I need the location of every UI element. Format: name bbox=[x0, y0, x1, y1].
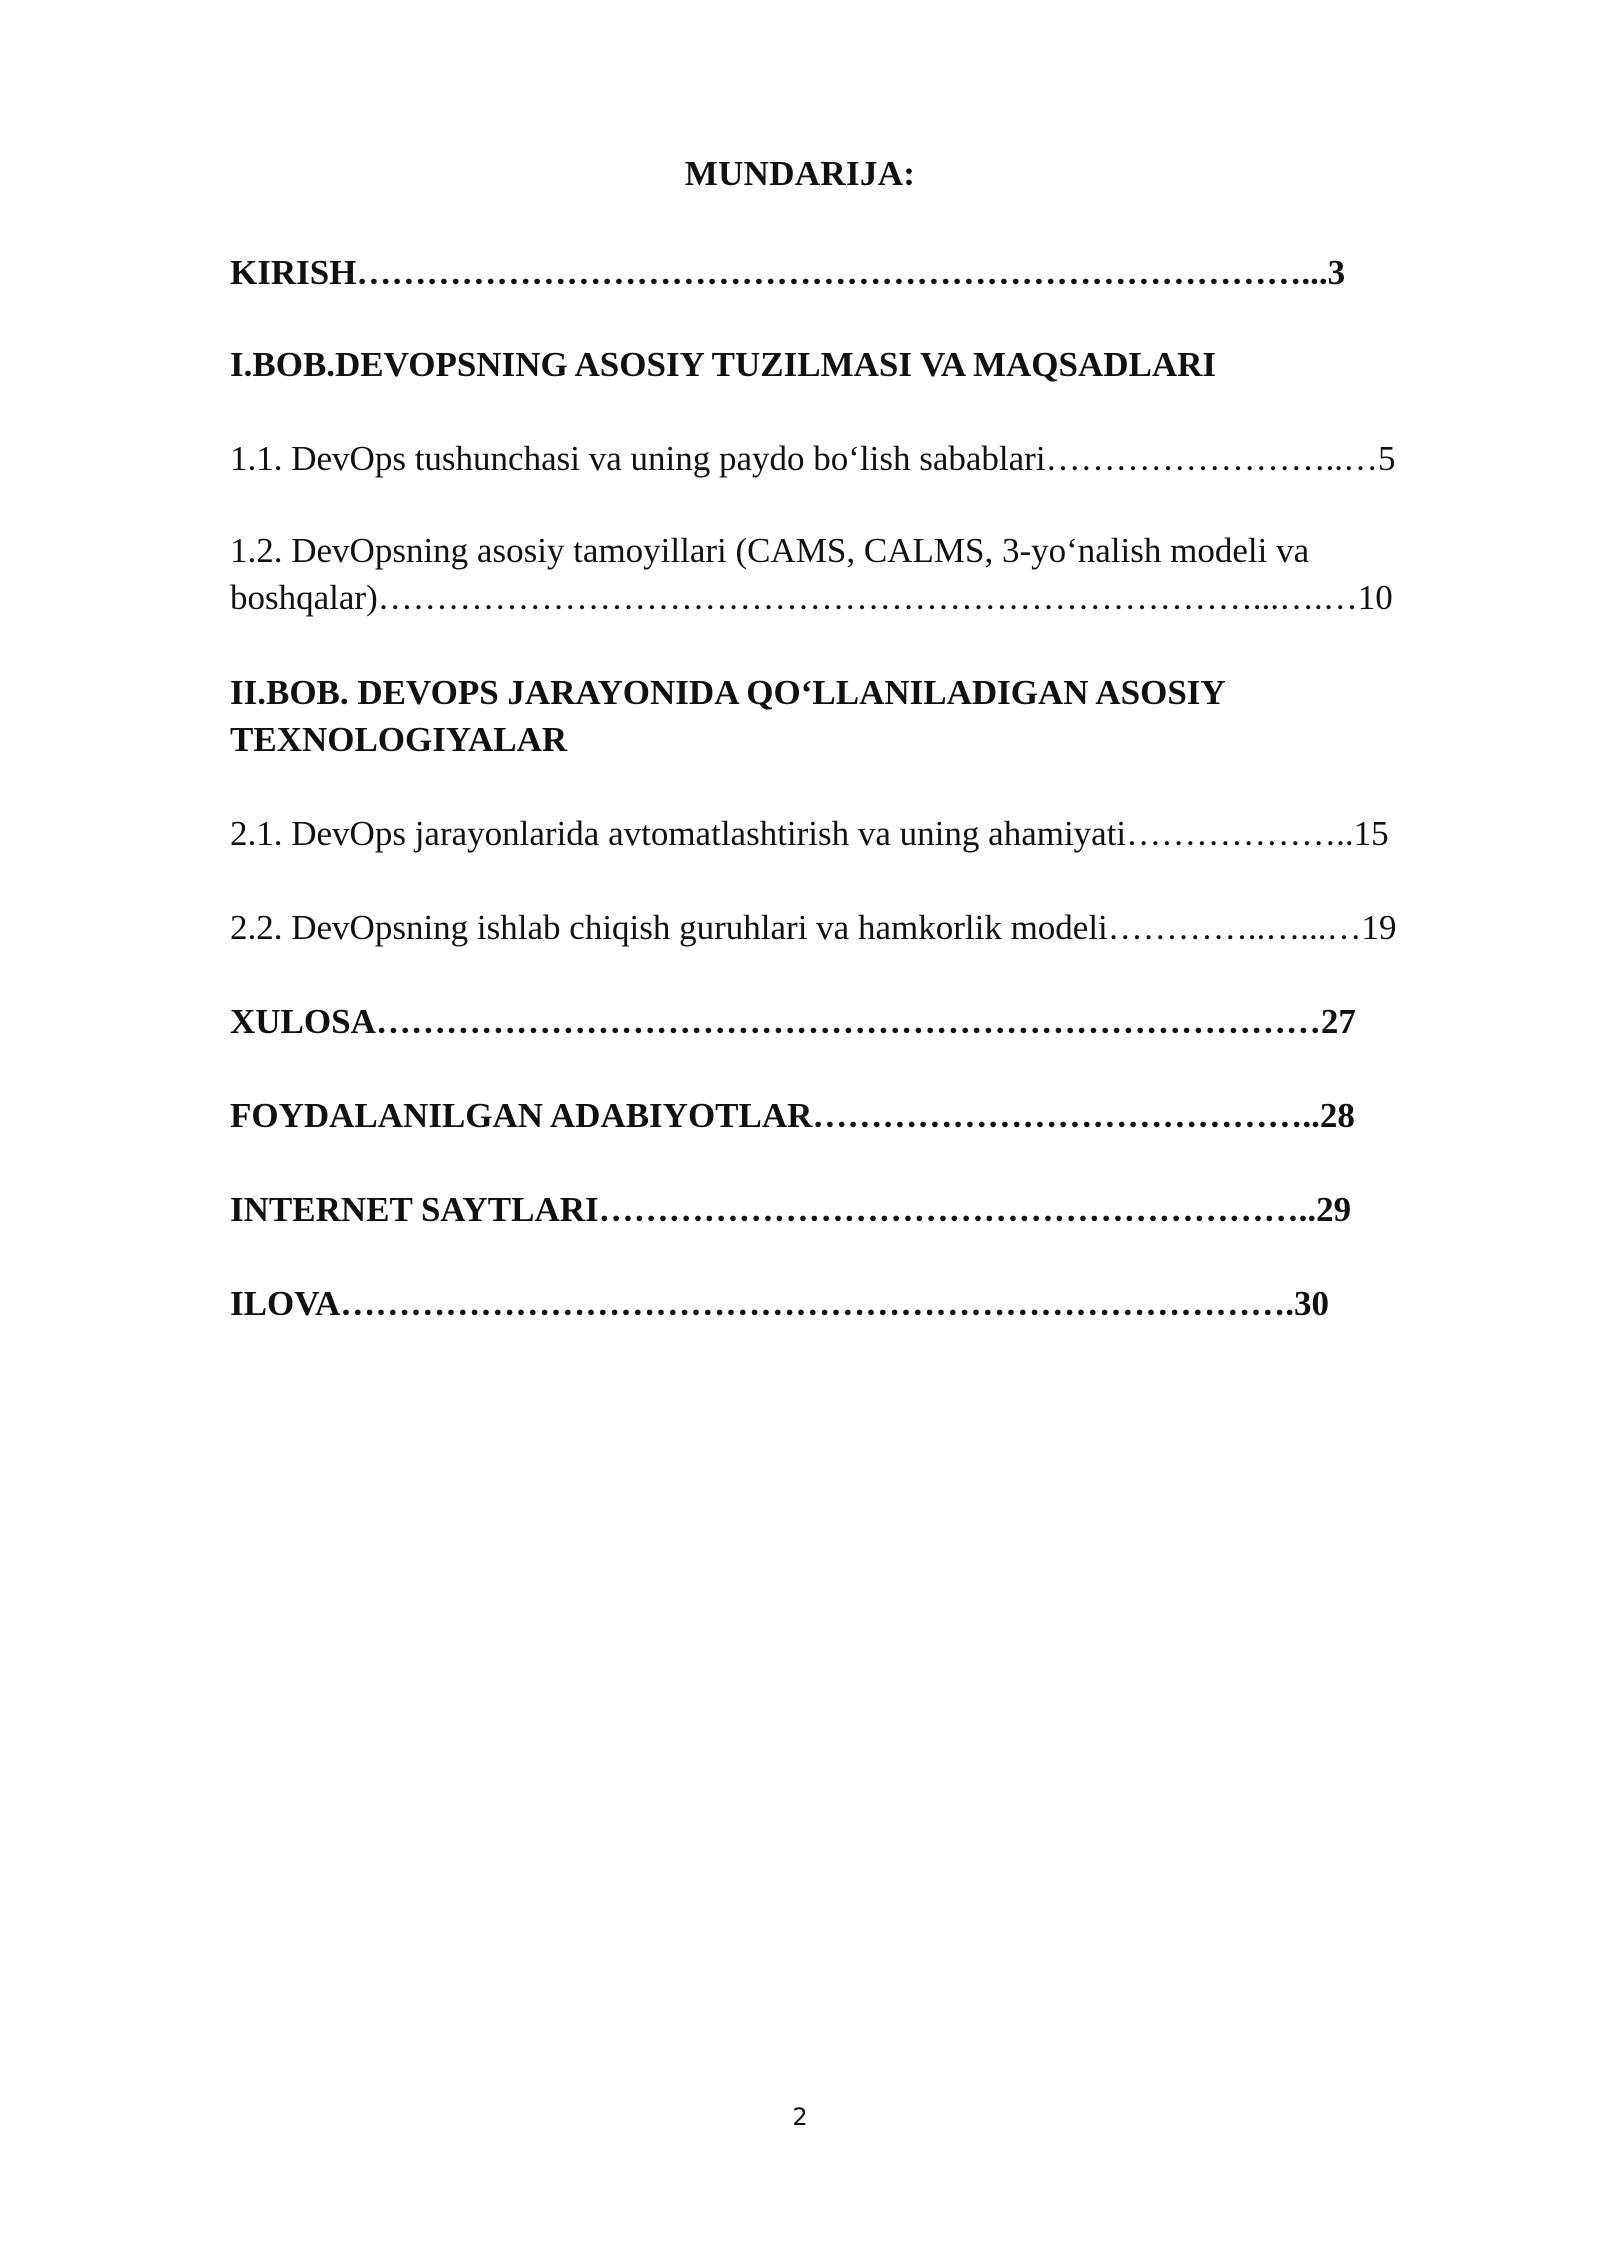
toc-entry-text: boshqalar)…………………………………………………………………...….…10 bbox=[230, 578, 1393, 617]
toc-entry-text: KIRISH………………………………………………………………………...3 bbox=[230, 253, 1346, 292]
toc-entry-text: 2.1. DevOps jarayonlarida avtomatlashtirish va uning ahamiyati………………..15 bbox=[230, 814, 1389, 853]
toc-entry-2-1 bbox=[230, 811, 1485, 857]
page-number: 2 bbox=[792, 2103, 808, 2131]
toc-entry-text: II.BOB. DEVOPS JARAYONIDA QO‘LLANILADIGAN ASOSIY bbox=[230, 673, 1226, 712]
toc-entry-1-1 bbox=[230, 436, 1485, 482]
toc-entry-text: INTERNET SAYTLARI……………………………………………………..29 bbox=[230, 1190, 1352, 1229]
toc-entry-text: 2.2. DevOpsning ishlab chiqish guruhlari va hamkorlik modeli…………..…...…19 bbox=[230, 908, 1397, 947]
toc-entry-text: 1.2. DevOpsning asosiy tamoyillari (CAMS, CALMS, 3-yo‘nalish modeli va bbox=[230, 531, 1310, 570]
toc-entry-text: TEXNOLOGIYALAR bbox=[230, 720, 568, 759]
toc-entry-2-2 bbox=[230, 905, 1485, 951]
toc-entry-1-2-line-1 bbox=[230, 528, 1485, 574]
toc-entry-kirish bbox=[230, 250, 1485, 296]
toc-entry-ilova bbox=[230, 1281, 1485, 1327]
toc-entry-adabiyotlar bbox=[230, 1093, 1485, 1139]
toc-entry-1-2-line-2 bbox=[230, 575, 1485, 621]
toc-chapter-1-heading bbox=[230, 342, 1485, 388]
toc-entry-text: I.BOB.DEVOPSNING ASOSIY TUZILMASI VA MAQSADLARI bbox=[230, 345, 1217, 384]
toc-entry-internet-saytlari bbox=[230, 1187, 1485, 1233]
toc-entry-text: XULOSA………………………………………………………………………27 bbox=[230, 1002, 1356, 1041]
toc-entry-text: FOYDALANILGAN ADABIYOTLAR……………………………………..28 bbox=[230, 1096, 1355, 1135]
page-title: MUNDARIJA: bbox=[684, 154, 916, 193]
toc-entry-text: 1.1. DevOps tushunchasi va uning paydo bo‘lish sabablari……………………..…5 bbox=[230, 439, 1396, 478]
toc-entry-text: ILOVA……………………………………………………………………….30 bbox=[230, 1284, 1329, 1323]
toc-chapter-2-heading-line-1 bbox=[230, 670, 1485, 716]
toc-entry-xulosa bbox=[230, 999, 1485, 1045]
toc-chapter-2-heading-line-2 bbox=[230, 717, 1485, 763]
